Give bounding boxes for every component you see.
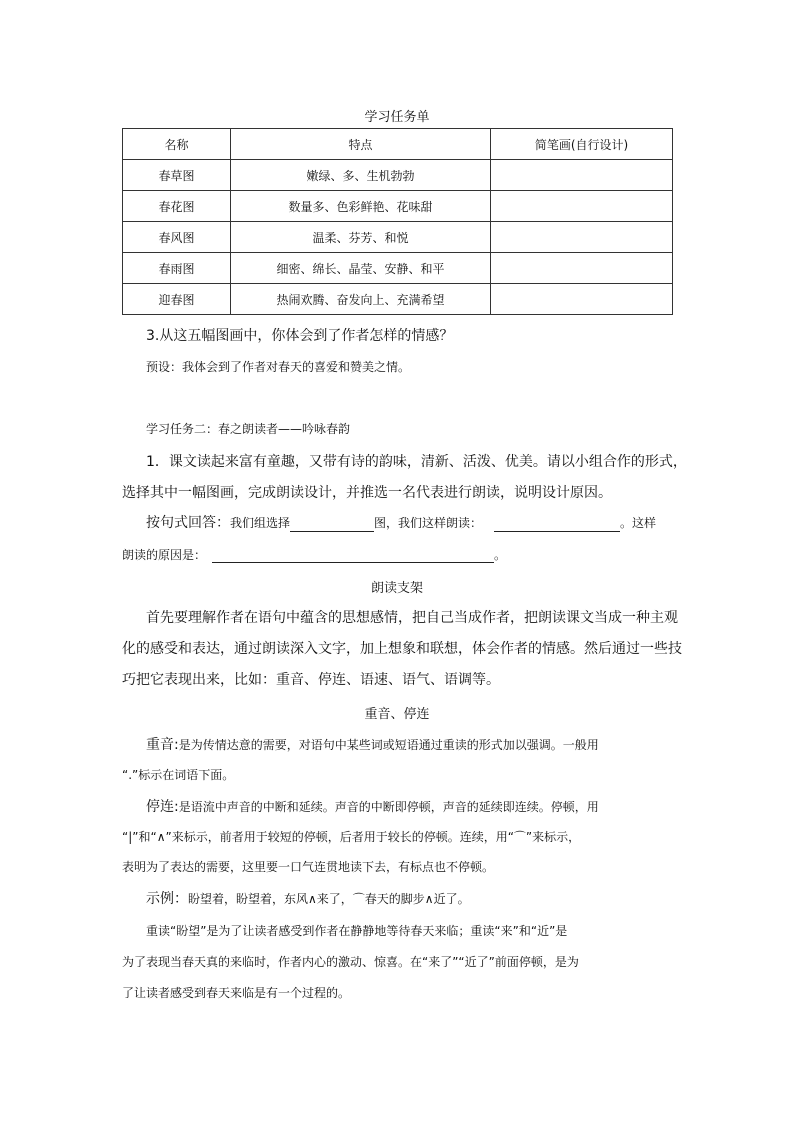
row-sketch-cell[interactable] [491,284,673,315]
table-row [123,253,673,284]
row-name: 春风图 [123,222,231,253]
fill-in-line-1 [146,512,656,532]
scaffold-line-2: 化的感受和表达，通过朗读深入文字，加上想象和联想，体会作者的情感。然后通过一些技 [122,641,682,657]
row-feature: 嫩绿、多、生机勃勃 [231,160,491,191]
stress-line-1 [146,734,599,754]
reading-method-blank[interactable] [494,517,620,532]
explain-line-3: 了让读者感受到春天来临是有一个过程的。 [122,986,351,1000]
row-name: 春雨图 [123,253,231,284]
table-row [123,160,673,191]
example-text: 盼望着，盼望着，东风∧来了，⌒春天的脚步∧近了。 [188,892,470,906]
header-feature: 特点 [231,129,491,160]
row-feature: 热闹欢腾、奋发向上、充满希望 [231,284,491,315]
explain-line-1: 重读“盼望”是为了让读者感受到作者在静静地等待春天来临；重读“来”和“近”是 [146,924,568,938]
pause-label: 停连: [146,799,179,815]
scaffold-line-3: 巧把它表现出来，比如：重音、停连、语速、语气、语调等。 [122,672,500,688]
row-sketch-cell[interactable] [491,160,673,191]
fill-text: 。这样 [620,516,657,530]
task2-item1-line1: 1．课文读起来富有童趣，又带有诗的韵味，清新、活泼、优美。请以小组合作的形式， [146,454,687,470]
task2-heading: 学习任务二：春之朗读者——吟咏春韵 [146,422,351,436]
pause-line-2: “|”和“∧”来标示，前者用于较短的停顿，后者用于较长的停顿。连续，用“⌒”来标示， [122,830,581,844]
scaffold-title: 朗读支架 [370,581,423,596]
table-row [123,284,673,315]
pause-line-3: 表明为了表达的需要，这里要一口气连贯地读下去，有标点也不停顿。 [122,860,495,874]
fill-in-line-2 [122,546,506,563]
task2-item1-line2: 选择其中一幅图画，完成朗读设计，并推选一名代表进行朗读，说明设计原因。 [122,485,612,501]
row-name: 春花图 [123,191,231,222]
fill-text: 图，我们这样朗读： [374,516,483,530]
scaffold-line-1: 首先要理解作者在语句中蕴含的思想感情，把自己当成作者，把朗读课文当成一种主观 [146,610,678,626]
row-feature: 细密、绵长、晶莹、安静、和平 [231,253,491,284]
row-feature: 数量多、色彩鲜艳、花味甜 [231,191,491,222]
example-label: 示例： [146,891,188,907]
table-header-row [123,129,673,160]
fill-text: 。 [494,548,507,562]
stress-line-2: “.”标示在词语下面。 [122,768,235,782]
row-sketch-cell[interactable] [491,191,673,222]
row-name: 迎春图 [123,284,231,315]
fill-text: 我们组选择 [230,516,291,530]
fill-label: 按句式回答： [146,515,230,531]
header-sketch: 简笔画(自行设计) [491,129,673,160]
stress-pause-title: 重音、停连 [364,707,430,722]
stress-text: 是为传情达意的需要，对语句中某些词或短语通过重读的形式加以强调。一般用 [178,738,599,752]
pause-text: 是语流中声音的中断和延续。声音的中断即停顿，声音的延续即连续。停顿，用 [178,800,599,814]
group-choice-blank[interactable] [290,517,374,532]
pause-line-1 [146,796,599,816]
example-line [146,888,470,908]
reason-blank[interactable] [212,548,494,563]
task-sheet-table [122,128,673,315]
explain-line-2: 为了表现当春天真的来临时，作者内心的激动、惊喜。在“来了”“近了”前面停顿，是为 [122,955,579,969]
question-3-answer: 预设：我体会到了作者对春天的喜爱和赞美之情。 [146,360,411,374]
row-name: 春草图 [123,160,231,191]
row-sketch-cell[interactable] [491,253,673,284]
header-name: 名称 [123,129,231,160]
table-row [123,191,673,222]
row-sketch-cell[interactable] [491,222,673,253]
task-sheet-title: 学习任务单 [364,110,430,125]
table-row [123,222,673,253]
row-feature: 温柔、芬芳、和悦 [231,222,491,253]
stress-label: 重音: [146,737,179,753]
question-3: 3.从这五幅图画中，你体会到了作者怎样的情感？ [146,328,454,344]
fill-text: 朗读的原因是： [122,548,207,562]
